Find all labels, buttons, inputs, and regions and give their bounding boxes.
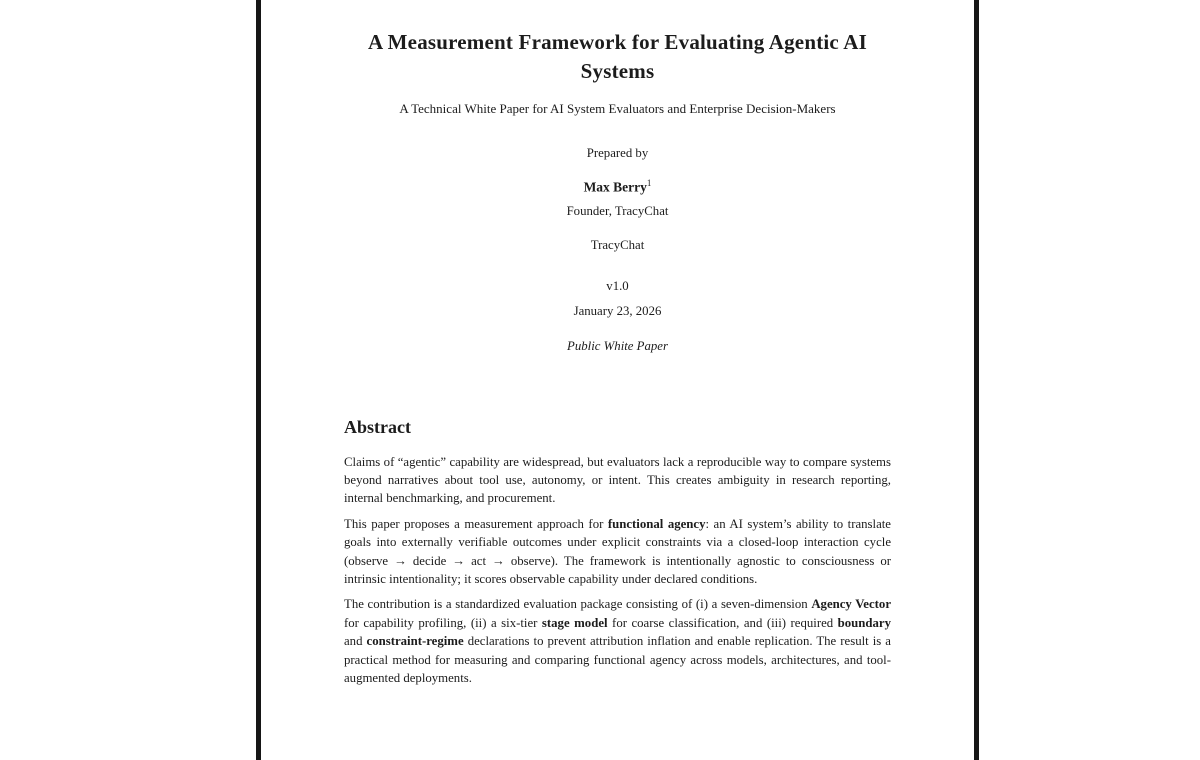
abstract-text: for coarse classification, and (iii) required [607,615,838,630]
abstract-bold-term: stage model [541,615,608,630]
prepared-by-label: Prepared by [586,146,649,160]
author-organization: TracyChat [590,237,645,252]
abstract-body [344,453,891,688]
title-block [344,28,891,355]
abstract-bold-term: boundary [837,615,892,630]
document-version: v1.0 [606,278,629,293]
abstract-bold-term: Agency Vector [811,597,892,612]
abstract-bold-term: constraint-regime [366,634,464,649]
abstract-text: This paper proposes a measurement approach for [344,516,608,531]
paper-title: A Measurement Framework for Evaluating Agentic AI Systems [368,30,867,83]
abstract-bold-term: functional agency [607,516,706,531]
abstract-text: : an AI system’s ability to translate goals into externally verifiable outcomes under explicit constraints via a closed-loop interaction cycle (observe → decide → act → observe). The framework is intentionally agnostic to consciousness or intrinsic intentionality; it scores observable capability under declared conditions. [344,516,891,586]
abstract-text: declarations to prevent attribution inflation and enable replication. The result is a practical method for measuring and comparing functional agency across models, architectures, and tool-augmented deployments. [344,634,891,685]
author-name-text: Max Berry [583,179,647,195]
abstract-paragraph [344,595,891,687]
document-page [256,0,979,760]
abstract-text: and [344,634,367,649]
paper-subtitle: A Technical White Paper for AI System Evaluators and Enterprise Decision-Makers [399,101,836,116]
author-name [344,174,891,197]
author-role: Founder, TracyChat [566,203,669,218]
abstract-heading: Abstract [344,416,411,437]
abstract-paragraph [344,515,891,589]
document-date: January 23, 2026 [573,303,662,318]
abstract-text: Claims of “agentic” capability are widespread, but evaluators lack a reproducible way to compare systems beyond narratives about tool use, autonomy, or intent. This creates ambiguity in research reporting, internal benchmarking, and procurement. [344,454,891,506]
abstract-text: The contribution is a standardized evaluation package consisting of (i) a seven-dimension [344,597,812,612]
abstract-text: for capability profiling, (ii) a six-tier [344,615,542,630]
author-footnote-marker: 1 [646,178,652,188]
abstract-paragraph [344,453,891,508]
document-classification: Public White Paper [567,338,668,353]
